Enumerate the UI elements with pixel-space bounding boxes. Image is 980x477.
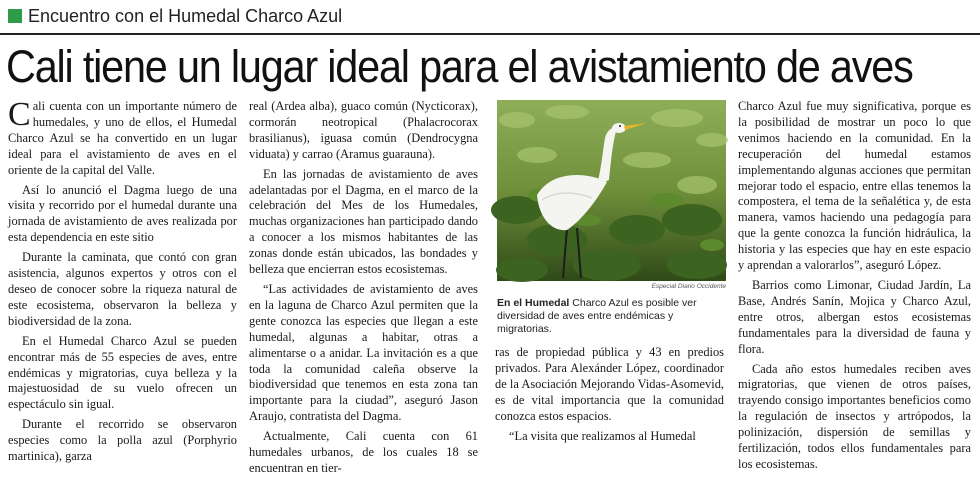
paragraph: ras de propiedad pública y 43 en predios privados. Para Alexánder López, coordinador de la Asociación Mejorando Vidas-Asomevid, es de vital importancia que la comunidad conozca estos espacios. — [495, 345, 724, 423]
headline: Cali tiene un lugar ideal para el avistamiento de aves — [6, 41, 913, 92]
paragraph: En el Humedal Charco Azul se pueden encontrar más de 55 especies de aves, entre endémicas y migratorias, cuya belleza y la majestuosidad de su vuelo ofrecen un espectáculo sin igual. — [8, 333, 237, 412]
caption-lead: En el Humedal — [497, 297, 570, 309]
paragraph: Charco Azul fue muy significativa, porque es la posibilidad de mostrar un poco lo que venimos haciendo en la comunidad. En la recuperación del humedal estamos implementando algunas acciones que permitan mejorar todo el espacio, entre ellas tenemos la compostera, el tema de la señalética y, de esta manera, vamos haciendo una pedagogía para que la gente conozca la función hidráulica, la historia y las especies que hay en este espacio y aprendan a valorarlos”, aseguró López. — [738, 99, 971, 273]
article-column-2 — [249, 99, 478, 475]
drop-cap: C — [8, 96, 31, 133]
section-marker-square — [8, 9, 22, 23]
paragraph: Así lo anunció el Dagma luego de una visita y recorrido por el humedal durante una jornada de avistamiento de aves realizada por esta dependencia en este sitio — [8, 182, 237, 245]
header-rule — [0, 33, 980, 35]
paragraph: “La visita que realizamos al Humedal — [509, 428, 696, 443]
paragraph: real (Ardea alba), guaco común (Nycticorax), cormorán neotropical (Phalacrocorax brasilianus), iguasa común (Dendrocygna viduata) y carrao (Aramus guarauna). — [249, 99, 478, 161]
section-kicker — [8, 6, 342, 26]
egret-image — [497, 100, 726, 281]
paragraph: Cada año estos humedales reciben aves migratorias, que vienen de otros países, trayendo consigo importantes beneficios como la regulación de insectos y artrópodos, la polinización, dispersión de semillas y fertilización, todos ellos fundamentales para los ecosistemas. — [738, 361, 971, 471]
article-column-3 — [495, 345, 724, 442]
paragraph: Durante la caminata, que contó con gran asistencia, algunos expertos y otros con el deseo de conocer sobre la riqueza natural de este ecosistema, observaron la belleza y biodiversidad de la zona. — [8, 250, 237, 328]
paragraph: “Las actividades de avistamiento de aves en la laguna de Charco Azul permiten que la gente conozca las especies que llegan a este humedal, algunas a habitar, otras a alimentarse o a anidar. La invitación es a que toda la comunidad caleña observe la biodiversidad que tenemos en esta zona tan importante para la ciudad”, aseguró Jason Araujo, contratista del Dagma. — [249, 281, 478, 424]
photo-credit: Especial Diario Occidente — [651, 283, 726, 290]
paragraph: Cali cuenta con un importante número de humedales, y uno de ellos, el Humedal Charco Azul se ha convertido en un lugar ideal para el avistamiento de aves en el oriente de la capital del Valle. — [8, 96, 237, 177]
paragraph: En las jornadas de avistamiento de aves adelantadas por el Dagma, en el marco de la celebración del Mes de los Humedales, muchas organizaciones han participado dando a conocer a los mismos habitantes de las zonas donde están ubicados, las bondades y belleza que encierran estos ecosistemas. — [249, 166, 478, 277]
egret-photo — [497, 100, 726, 281]
caption-text: Charco Azul es posible ver diversidad de aves entre endémicas y migratorias. — [497, 297, 697, 335]
paragraph: Barrios como Limonar, Ciudad Jardín, La Base, Andrés Sanín, Mojica y Charco Azul, entre otros, albergan estos ecosistemas fundamentales para la diversidad de fauna y flora. — [738, 277, 971, 356]
paragraph: Actualmente, Cali cuenta con 61 humedales urbanos, de los cuales 18 se encuentran en tier- — [249, 429, 478, 475]
photo-caption — [497, 297, 726, 336]
section-title: Encuentro con el Humedal Charco Azul — [28, 5, 343, 26]
paragraph: Durante el recorrido se observaron especies como la polla azul (Porphyrio martinica), garza — [8, 417, 237, 464]
article-column-1 — [8, 96, 237, 464]
article-column-4 — [738, 99, 971, 471]
